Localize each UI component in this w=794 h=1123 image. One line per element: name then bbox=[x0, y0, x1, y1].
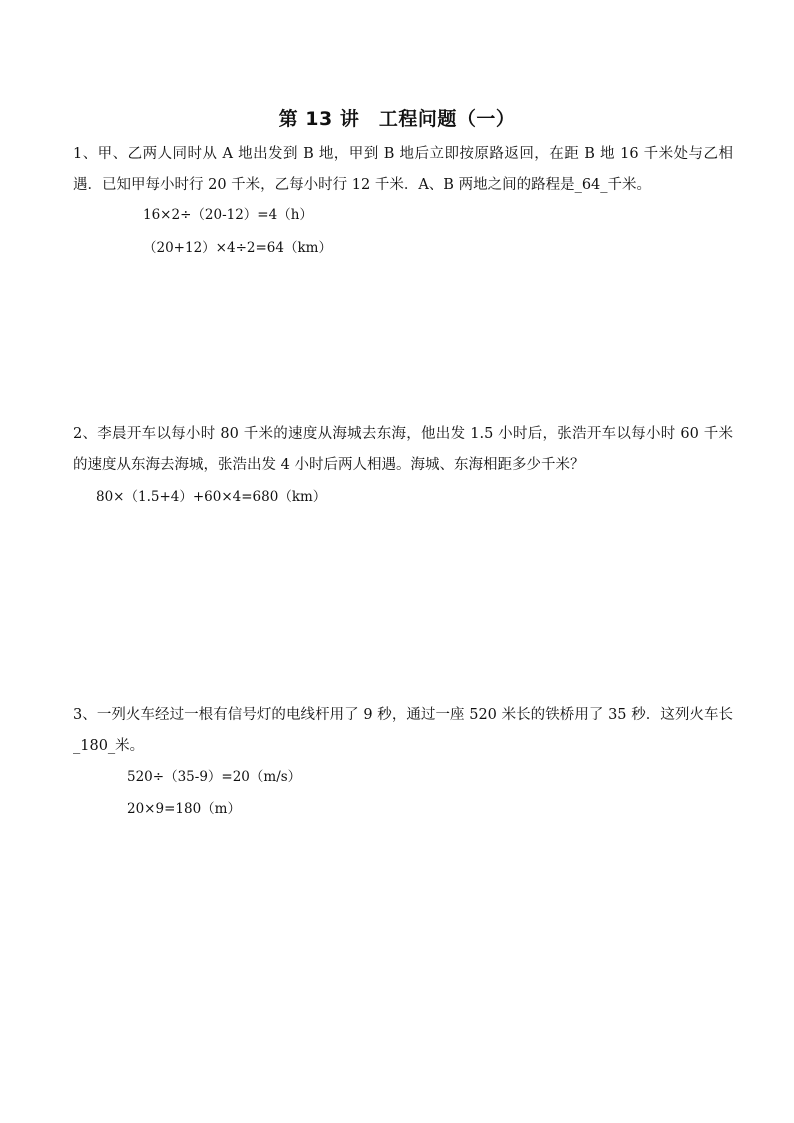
page-title: 第 13 讲 工程问题（一） bbox=[278, 108, 516, 130]
question-3-step-1: 520÷（35-9）=20（m/s） bbox=[127, 769, 302, 785]
question-1-step-1: 16×2÷（20-12）=4（h） bbox=[143, 207, 313, 223]
question-3-text: 3、一列火车经过一根有信号灯的电线杆用了 9 秒，通过一座 520 米长的铁桥用了 35 秒．这列火车长_180_米。 bbox=[73, 707, 733, 754]
question-2 bbox=[73, 419, 733, 481]
question-3 bbox=[73, 700, 733, 762]
question-3-step-2: 20×9=180（m） bbox=[127, 801, 241, 817]
question-2-text: 2、李晨开车以每小时 80 千米的速度从海城去东海，他出发 1.5 小时后，张浩开车以每小时 60 千米的速度从东海去海城，张浩出发 4 小时后两人相遇。海城、东海相距多少千米？ bbox=[73, 426, 733, 473]
question-1 bbox=[73, 139, 733, 201]
question-1-step-2: （20+12）×4÷2=64（km） bbox=[143, 240, 332, 256]
question-2-step-1: 80×（1.5+4）+60×4=680（km） bbox=[96, 489, 327, 505]
question-1-text: 1、甲、乙两人同时从 A 地出发到 B 地，甲到 B 地后立即按原路返回，在距 B 地 16 千米处与乙相遇．已知甲每小时行 20 千米，乙每小时行 12 千米．A、B 两地之间的路程是_64_千米。 bbox=[73, 146, 733, 193]
